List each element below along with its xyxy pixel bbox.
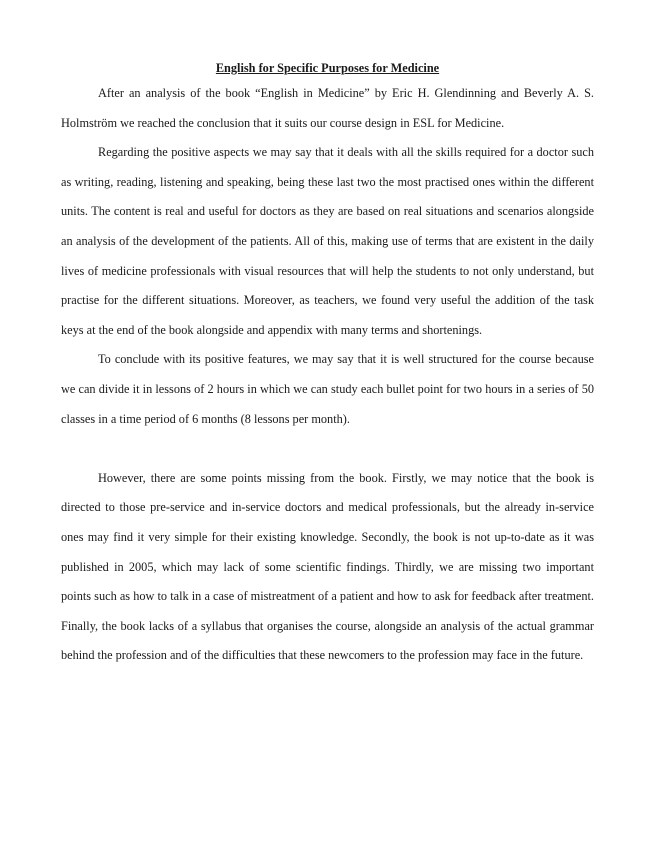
paragraph-positive-conclusion: To conclude with its positive features, we may say that it is well structured for the course because we can divide it in lessons of 2 hours in which we can study each bullet point for two hours in a series of 50 classes in a time period of 6 months (8 lessons per month). (61, 352, 594, 426)
document-title: English for Specific Purposes for Medicine (215, 61, 440, 75)
document-body (61, 58, 594, 671)
paragraph-intro: After an analysis of the book “English in Medicine” by Eric H. Glendinning and Beverly A. S. Holmström we reached the conclusion that it suits our course design in ESL for Medicine. (61, 86, 594, 130)
paragraph-positive-aspects: Regarding the positive aspects we may say that it deals with all the skills required for a doctor such as writing, reading, listening and speaking, being these last two the most practised ones within the different units. The content is real and useful for doctors as they are based on real situations and scenarios alongside an analysis of the development of the patients. All of this, making use of terms that are existent in the daily lives of medicine professionals with visual resources that will help the students to not only understand, but practise for the different situations. Moreover, as teachers, we found very useful the addition of the task keys at the end of the book alongside and appendix with many terms and shortenings. (61, 145, 594, 337)
paragraph-spacer (61, 434, 594, 464)
paragraph-missing-points: However, there are some points missing from the book. Firstly, we may notice that the book is directed to those pre-service and in-service doctors and medical professionals, but the already in-service ones may find it very simple for their existing knowledge. Secondly, the book is not up-to-date as it was published in 2005, which may lack of some scientific findings. Thirdly, we are missing two important points such as how to talk in a case of mistreatment of a patient and how to ask for feedback after treatment. Finally, the book lacks of a syllabus that organises the course, alongside an analysis of the actual grammar behind the profession and of the difficulties that these newcomers to the profession may face in the future. (61, 470, 594, 663)
